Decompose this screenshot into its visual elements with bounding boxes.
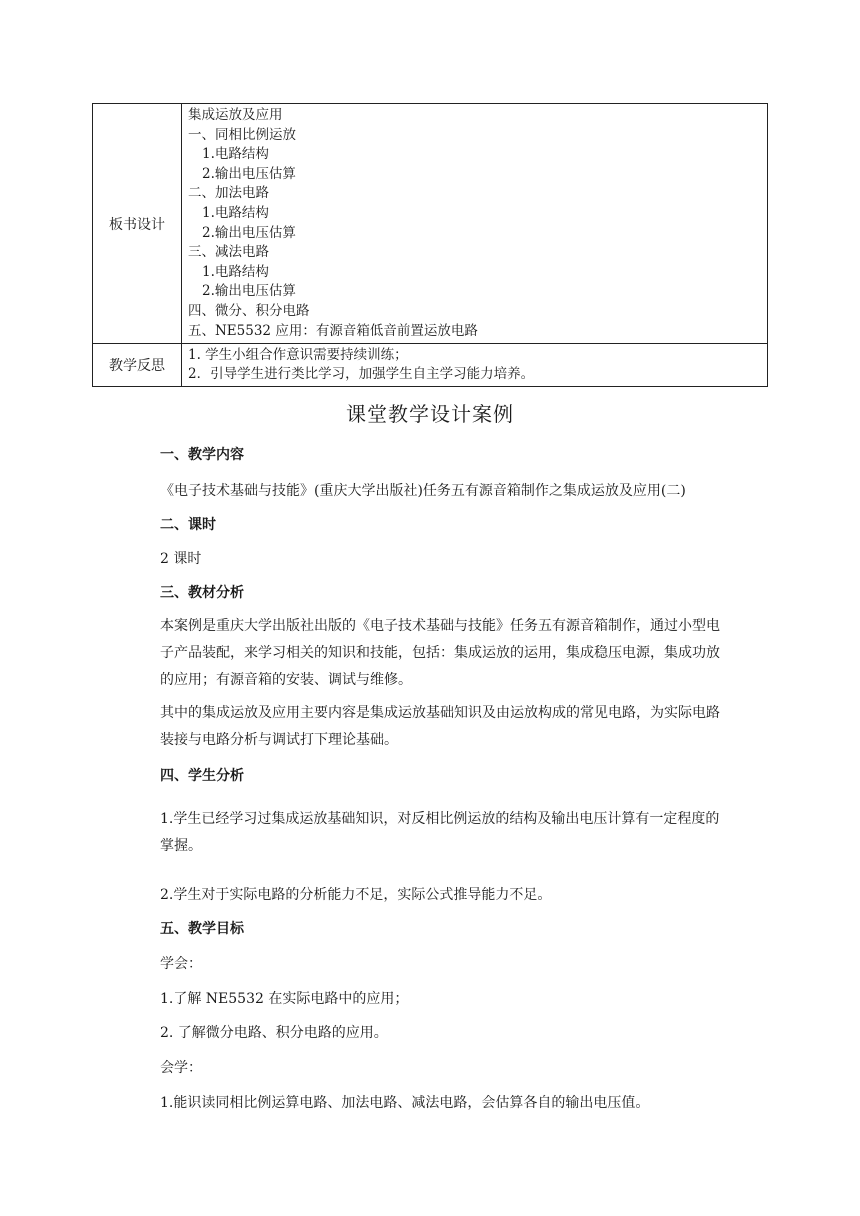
section-text: 《电子技术基础与技能》(重庆大学出版社)任务五有源音箱制作之集成运放及应用(二) bbox=[160, 483, 686, 499]
board-line: 五、NE5532 应用：有源音箱低音前置运放电路 bbox=[188, 322, 478, 339]
board-line: 集成运放及应用 bbox=[188, 107, 283, 123]
board-line: 1.电路结构 bbox=[202, 204, 269, 221]
section-text: 1.了解 NE5532 在实际电路中的应用； bbox=[160, 991, 409, 1007]
paragraph-text: 其中的集成运放及应用主要内容是集成运放基础知识及由运放构成的常见电路，为实际电路装接与电路分析与调试打下理论基础。 bbox=[160, 705, 720, 748]
section-text: 2. 了解微分电路、积分电路的应用。 bbox=[160, 1025, 388, 1041]
section-heading: 四、学生分析 bbox=[160, 768, 244, 784]
reflection-line: 1. 学生小组合作意识需要持续训练； bbox=[188, 347, 408, 364]
section-heading: 五、教学目标 bbox=[160, 921, 244, 937]
board-line: 四、微分、积分电路 bbox=[188, 302, 310, 319]
section-heading: 三、教材分析 bbox=[160, 585, 244, 601]
section-text: 2.学生对于实际电路的分析能力不足，实际公式推导能力不足。 bbox=[160, 887, 552, 903]
section-text: 学会： bbox=[160, 956, 202, 972]
document-title: 课堂教学设计案例 bbox=[346, 402, 514, 426]
paragraph-text: 1.学生已经学习过集成运放基础知识，对反相比例运放的结构及输出电压计算有一定程度的掌握。 bbox=[160, 811, 720, 854]
reflection-content bbox=[182, 344, 768, 387]
reflection-line: 2．引导学生进行类比学习，加强学生自主学习能力培养。 bbox=[188, 366, 535, 383]
board-design-label: 板书设计 bbox=[93, 104, 182, 344]
section-heading: 一、教学内容 bbox=[160, 447, 244, 463]
board-line: 1.电路结构 bbox=[202, 146, 269, 163]
paragraph bbox=[160, 806, 730, 860]
reflection-label: 教学反思 bbox=[93, 344, 182, 387]
board-line: 1.电路结构 bbox=[202, 263, 269, 280]
board-line: 一、同相比例运放 bbox=[188, 126, 296, 143]
board-line: 三、减法电路 bbox=[188, 244, 269, 261]
section-text: 2 课时 bbox=[160, 551, 202, 567]
paragraph-text: 本案例是重庆大学出版社出版的《电子技术基础与技能》任务五有源音箱制作，通过小型电子产品装配，来学习相关的知识和技能，包括：集成运放的运用，集成稳压电源，集成功放的应用；有源音箱的安装、调试与维修。 bbox=[160, 618, 720, 688]
board-design-content bbox=[182, 104, 768, 344]
paragraph bbox=[160, 700, 730, 754]
board-line: 2.输出电压估算 bbox=[202, 224, 296, 241]
board-line: 2.输出电压估算 bbox=[202, 283, 296, 300]
section-text: 会学： bbox=[160, 1060, 202, 1076]
board-line: 2.输出电压估算 bbox=[202, 165, 296, 182]
section-text: 1.能识读同相比例运算电路、加法电路、减法电路，会估算各自的输出电压值。 bbox=[160, 1095, 650, 1111]
lesson-table bbox=[92, 103, 768, 387]
paragraph bbox=[160, 613, 730, 694]
board-line: 二、加法电路 bbox=[188, 185, 269, 202]
section-heading: 二、课时 bbox=[160, 517, 216, 533]
